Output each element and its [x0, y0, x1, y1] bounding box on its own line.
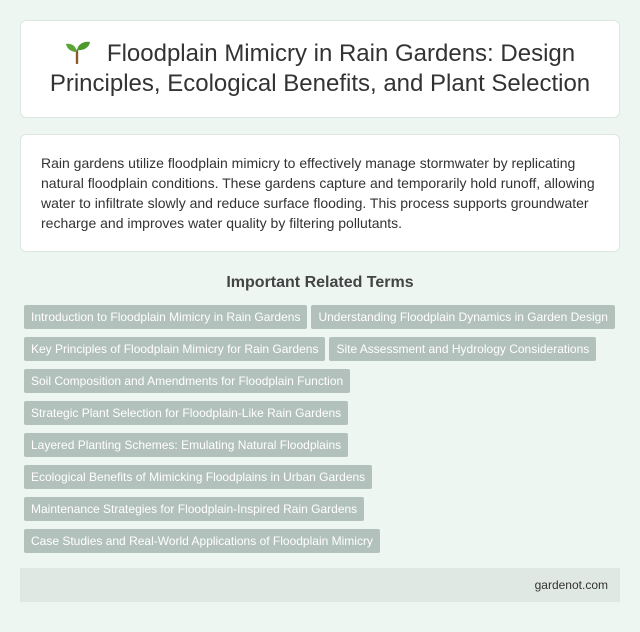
related-term-tag[interactable]: Maintenance Strategies for Floodplain-Inspired Rain Gardens: [24, 497, 364, 521]
page-title-text: Floodplain Mimicry in Rain Gardens: Design Principles, Ecological Benefits, and Plant Selection: [49, 40, 591, 97]
summary-card: [20, 134, 620, 252]
summary-text: Rain gardens utilize floodplain mimicry to effectively manage stormwater by replicating natural floodplain conditions. These gardens capture and temporarily hold runoff, allowing water to infiltrate slowly and reduce surface flooding. This process supports groundwater recharge and improves water quality by filtering pollutants.: [41, 155, 595, 231]
footer: [20, 568, 620, 602]
sprout-icon: [65, 40, 91, 64]
title-card: [20, 20, 620, 118]
related-terms-heading: Important Related Terms: [226, 274, 414, 291]
related-term-tag[interactable]: Layered Planting Schemes: Emulating Natural Floodplains: [24, 433, 348, 457]
related-terms-list: [20, 305, 624, 561]
page-title: [37, 39, 603, 99]
related-term-tag[interactable]: Understanding Floodplain Dynamics in Garden Design: [311, 305, 615, 329]
related-term-tag[interactable]: Strategic Plant Selection for Floodplain-Like Rain Gardens: [24, 401, 348, 425]
related-term-tag[interactable]: Case Studies and Real-World Applications of Floodplain Mimicry: [24, 529, 380, 553]
related-term-tag[interactable]: Soil Composition and Amendments for Floodplain Function: [24, 369, 350, 393]
related-term-tag[interactable]: Key Principles of Floodplain Mimicry for Rain Gardens: [24, 337, 325, 361]
related-term-tag[interactable]: Ecological Benefits of Mimicking Floodplains in Urban Gardens: [24, 465, 372, 489]
related-term-tag[interactable]: Site Assessment and Hydrology Considerations: [329, 337, 596, 361]
related-term-tag[interactable]: Introduction to Floodplain Mimicry in Rain Gardens: [24, 305, 307, 329]
footer-site-link[interactable]: gardenot.com: [534, 578, 608, 592]
